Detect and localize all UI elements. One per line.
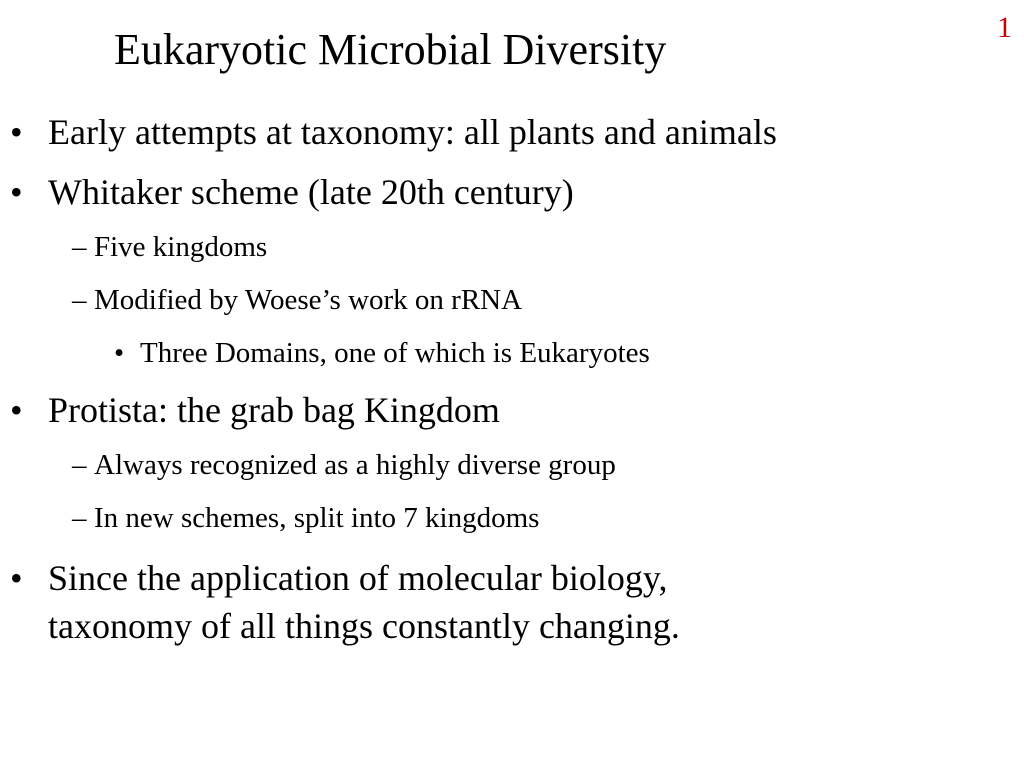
- bullet-marker: •: [10, 558, 23, 598]
- bullet-marker: •: [10, 390, 23, 430]
- dash-marker: –: [72, 502, 87, 534]
- bullet-continuation: [48, 604, 680, 648]
- bullet-item: [10, 556, 668, 600]
- page-number: 1: [997, 11, 1012, 44]
- bullet-item: [10, 388, 500, 432]
- sub-item-text: Always recognized as a highly diverse group: [94, 449, 616, 481]
- sub-item-text: Modified by Woese’s work on rRNA: [94, 284, 523, 316]
- sub-bullet-marker: •: [114, 337, 125, 369]
- sub-sub-item-text: Three Domains, one of which is Eukaryotes: [140, 337, 650, 369]
- bullet-text: Whitaker scheme (late 20th century): [48, 172, 574, 212]
- sub-item-text: In new schemes, split into 7 kingdoms: [94, 502, 540, 534]
- sub-sub-item: [114, 335, 650, 371]
- bullet-text: taxonomy of all things constantly changing.: [48, 606, 680, 646]
- bullet-marker: •: [10, 112, 23, 152]
- bullet-text: Since the application of molecular biology,: [48, 558, 668, 598]
- bullet-item: [10, 170, 574, 214]
- bullet-text: Early attempts at taxonomy: all plants and animals: [48, 112, 777, 152]
- bullet-marker: •: [10, 172, 23, 212]
- slide-title: Eukaryotic Microbial Diversity: [114, 25, 667, 74]
- dash-marker: –: [72, 284, 87, 316]
- dash-marker: –: [72, 449, 87, 481]
- sub-item: [72, 447, 616, 483]
- bullet-text: Protista: the grab bag Kingdom: [48, 390, 500, 430]
- dash-marker: –: [72, 231, 87, 263]
- sub-item-text: Five kingdoms: [94, 231, 268, 263]
- bullet-item: [10, 110, 777, 154]
- sub-item: [72, 229, 268, 265]
- sub-item: [72, 500, 540, 536]
- sub-item: [72, 282, 523, 318]
